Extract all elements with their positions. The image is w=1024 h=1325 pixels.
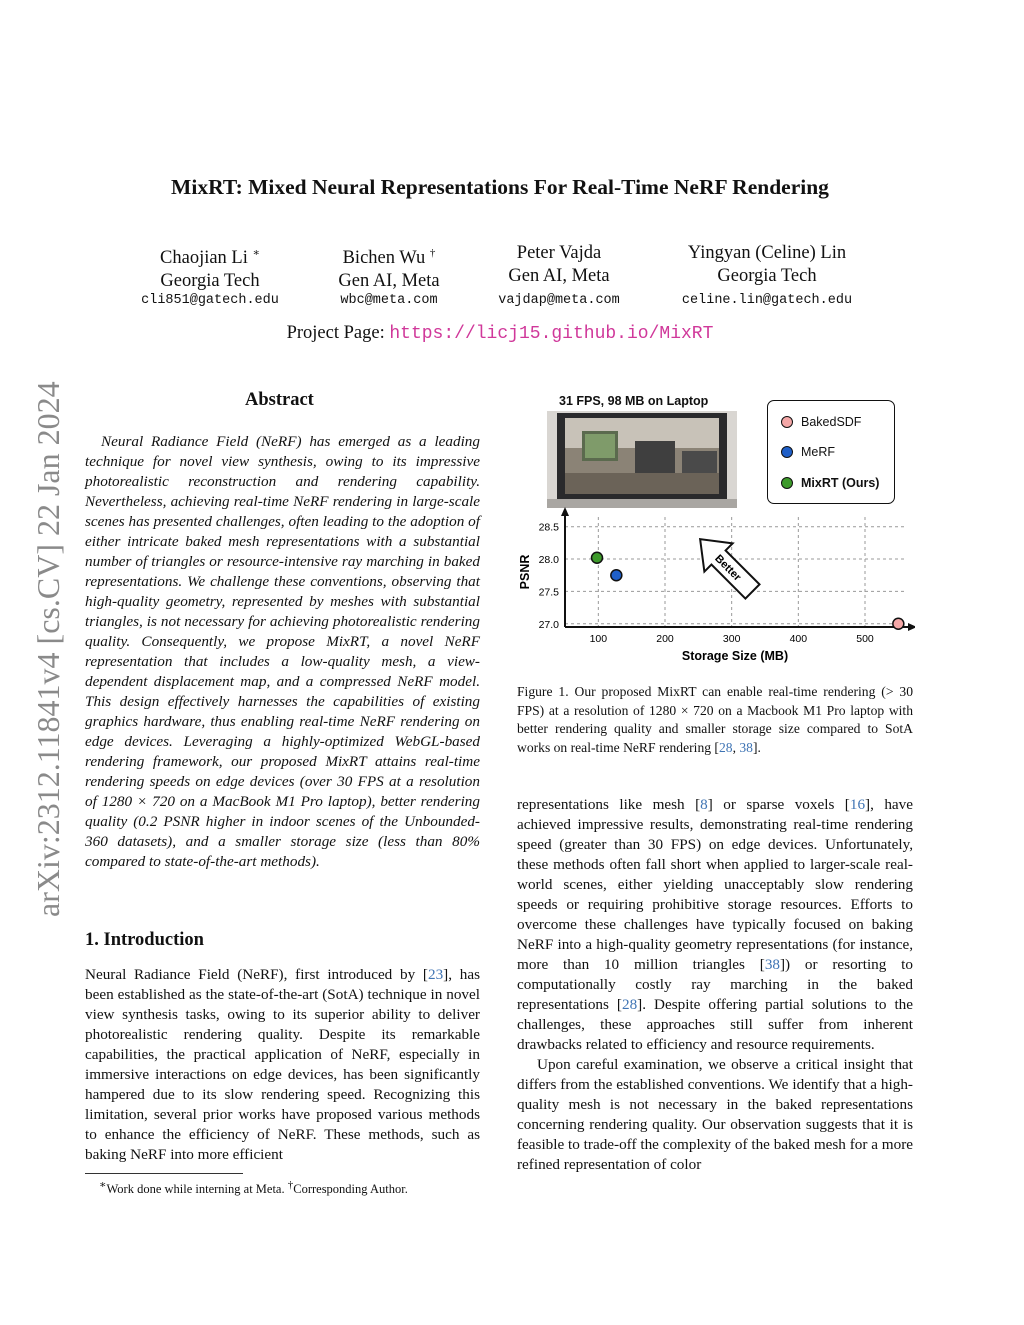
better-arrow-label: Better bbox=[712, 552, 744, 584]
y-tick-label: 27.0 bbox=[538, 618, 559, 631]
y-axis-arrow bbox=[561, 507, 569, 516]
data-point-mixrt-ours bbox=[592, 552, 603, 563]
project-link[interactable]: https://licj15.github.io/MixRT bbox=[389, 324, 714, 344]
intro-text bbox=[85, 965, 480, 1165]
data-point-merf bbox=[611, 570, 622, 581]
legend-marker bbox=[781, 416, 793, 428]
figure-header: 31 FPS, 98 MB on Laptop bbox=[559, 394, 709, 408]
y-axis-title: PSNR bbox=[518, 554, 532, 590]
y-tick-label: 28.5 bbox=[538, 521, 559, 534]
better-arrow bbox=[686, 525, 767, 606]
x-axis-title: Storage Size (MB) bbox=[681, 649, 789, 663]
text-run: ]. Despite offering partial solutions to the challenges, these approaches still suffer from inherent drawbacks related to efficiency and resource requirements. bbox=[517, 996, 913, 1053]
citation-link[interactable]: 8 bbox=[700, 796, 708, 813]
legend-item bbox=[781, 415, 861, 429]
author-affiliation: Georgia Tech bbox=[160, 271, 260, 292]
arxiv-stamp: arXiv:2312.11841v4 [cs.CV] 22 Jan 2024 bbox=[30, 381, 66, 917]
abstract-text bbox=[85, 432, 480, 872]
section-heading: 1. Introduction bbox=[85, 930, 204, 950]
legend-item bbox=[781, 445, 835, 459]
author-block bbox=[449, 242, 669, 288]
y-tick-label: 27.5 bbox=[538, 586, 559, 599]
x-tick-label: 500 bbox=[856, 633, 874, 645]
citation-link[interactable]: 38 bbox=[764, 956, 780, 973]
author-name: Bichen Wu bbox=[342, 248, 426, 269]
caption-text: ]. bbox=[752, 739, 761, 755]
citation-link[interactable]: 28 bbox=[621, 996, 638, 1013]
x-tick-label: 400 bbox=[789, 633, 808, 645]
text-run: ], have achieved impressive results, demonstrating real-time rendering speed (greater than 30 FPS) on edge devices. Unfortunately, these methods often fall short when applied to larger-scale real-world scenes, either yielding unacceptably slow rendering speeds or requiring prohibitive storage resources. Efforts to overcome these challenges have typically focused on baking NeRF into a high-quality geometry representations (for instance, more than 10 million triangles [ bbox=[517, 796, 914, 973]
laptop-photo bbox=[547, 411, 737, 508]
author-email[interactable]: celine.lin@gatech.edu bbox=[681, 293, 853, 308]
author-email[interactable]: wbc@meta.com bbox=[340, 293, 438, 308]
x-axis-arrow bbox=[908, 623, 915, 631]
intro-paragraph bbox=[85, 965, 480, 1165]
citation-link[interactable]: 16 bbox=[849, 796, 866, 813]
text-run: ] or sparse voxels [ bbox=[707, 796, 850, 813]
footnote-mark: † bbox=[287, 1179, 294, 1191]
body-paragraph: Upon careful examination, we observe a critical insight that differs from the established conventions. We identify that a high-quality mesh is not necessary in the baked representations concerning rendering quality. Our observation suggests that it is feasible to trade-off the complexity of the baked mesh for a more refined representation of color bbox=[517, 1056, 913, 1173]
legend-marker bbox=[781, 477, 793, 489]
project-page bbox=[0, 323, 1000, 344]
x-tick-label: 200 bbox=[656, 633, 674, 645]
footnote-mark: ∗ bbox=[99, 1179, 107, 1191]
legend-label: BakedSDF bbox=[801, 415, 862, 429]
author-email[interactable]: cli851@gatech.edu bbox=[141, 293, 279, 308]
chart-legend bbox=[767, 400, 895, 504]
x-tick-label: 300 bbox=[722, 633, 741, 645]
author-affiliation: Gen AI, Meta bbox=[338, 271, 440, 292]
author-affiliation: Gen AI, Meta bbox=[508, 266, 610, 286]
y-tick-label: 28.0 bbox=[538, 554, 559, 567]
footnote-text: Corresponding Author. bbox=[293, 1182, 408, 1197]
citation-link[interactable]: 28 bbox=[718, 739, 733, 755]
caption-text: Figure 1. Our proposed MixRT can enable real-time rendering (> 30 FPS) at a resolution of 1280 × 720 on a Macbook M1 Pro laptop with better rendering quality and smaller storage size compared to SotA works on real-time NeRF rendering [ bbox=[517, 684, 913, 755]
body-paragraph bbox=[517, 795, 913, 1055]
footnote-text: Work done while interning at Meta. bbox=[106, 1182, 288, 1197]
author-block bbox=[657, 242, 877, 288]
abstract-heading: Abstract bbox=[245, 390, 314, 410]
legend-label: MeRF bbox=[801, 445, 836, 459]
legend-item bbox=[781, 476, 879, 490]
author-affiliation: Georgia Tech bbox=[717, 266, 817, 286]
paper-title: MixRT: Mixed Neural Representations For Real-Time NeRF Rendering bbox=[171, 175, 829, 199]
text-run: Neural Radiance Field (NeRF), first introduced by [ bbox=[85, 966, 428, 983]
scatter-chart bbox=[515, 505, 915, 670]
abstract-paragraph: Neural Radiance Field (NeRF) has emerged as a leading technique for novel view synthesis, owing to its impressive photorealistic reconstruction and rendering capability. Nevertheless, achieving real-time NeRF rendering in large-scale scenes has presented challenges, often leading to the adoption of either intricate baked mesh representations with a substantial number of triangles or resource-intensive ray marching in baked representations. We challenge these conventions, observing that high-quality geometry, represented by meshes with substantial triangles, is not necessary for achieving photorealistic rendering quality. Consequently, we propose MixRT, a novel NeRF representation that includes a low-quality mesh, a view-dependent displacement map, and a compressed NeRF model. This design effectively harnesses the capabilities of existing graphics hardware, thus enabling real-time NeRF rendering on edge devices. Leveraging a highly-optimized WebGL-based rendering framework, our proposed MixRT attains real-time rendering speeds on edge devices (over 30 FPS at a resolution of 1280 × 720 on a MacBook M1 Pro laptop), better rendering quality (0.2 PSNR higher in indoor scenes of the Unbounded-360 datasets), and a smaller storage size (less than 80% compared to state-of-the-art methods). bbox=[85, 433, 480, 870]
project-label: Project Page: bbox=[286, 323, 385, 343]
author-mark: † bbox=[429, 247, 436, 259]
legend-marker bbox=[781, 446, 793, 458]
figure-caption bbox=[517, 683, 913, 757]
footnote-rule bbox=[85, 1173, 243, 1174]
author-name: Chaojian Li bbox=[160, 248, 248, 269]
text-run: ], has been established as the state-of-the-art (SotA) technique in novel view synthesis tasks, owing to its superior ability to deliver photorealistic rendering quality. Despite its remarkable capabilities, the practical application of NeRF, especially in immersive interactions on edge devices, has been significantly hampered due to its slow rendering speed. Recognizing this limitation, several prior works have proposed various methods to enhance the efficiency of NeRF. These methods, such as baking NeRF into more efficient bbox=[85, 966, 480, 1163]
laptop-photo-illustration bbox=[547, 411, 737, 508]
data-point-bakedsdf bbox=[893, 618, 904, 629]
caption-text: , bbox=[732, 739, 740, 755]
citation-link[interactable]: 23 bbox=[427, 966, 444, 983]
author-name: Peter Vajda bbox=[516, 243, 602, 263]
author-mark: ∗ bbox=[252, 247, 260, 259]
footnote bbox=[99, 1178, 408, 1197]
text-run: representations like mesh [ bbox=[517, 796, 701, 813]
x-tick-label: 100 bbox=[589, 633, 608, 645]
right-column-text bbox=[517, 795, 913, 1175]
author-name: Yingyan (Celine) Lin bbox=[687, 243, 847, 263]
author-email[interactable]: vajdap@meta.com bbox=[498, 293, 620, 308]
citation-link[interactable]: 38 bbox=[739, 739, 753, 755]
legend-label: MixRT (Ours) bbox=[801, 476, 880, 490]
text-run: ]) or resorting to computationally costly ray marching in the baked representations [ bbox=[517, 956, 913, 1013]
